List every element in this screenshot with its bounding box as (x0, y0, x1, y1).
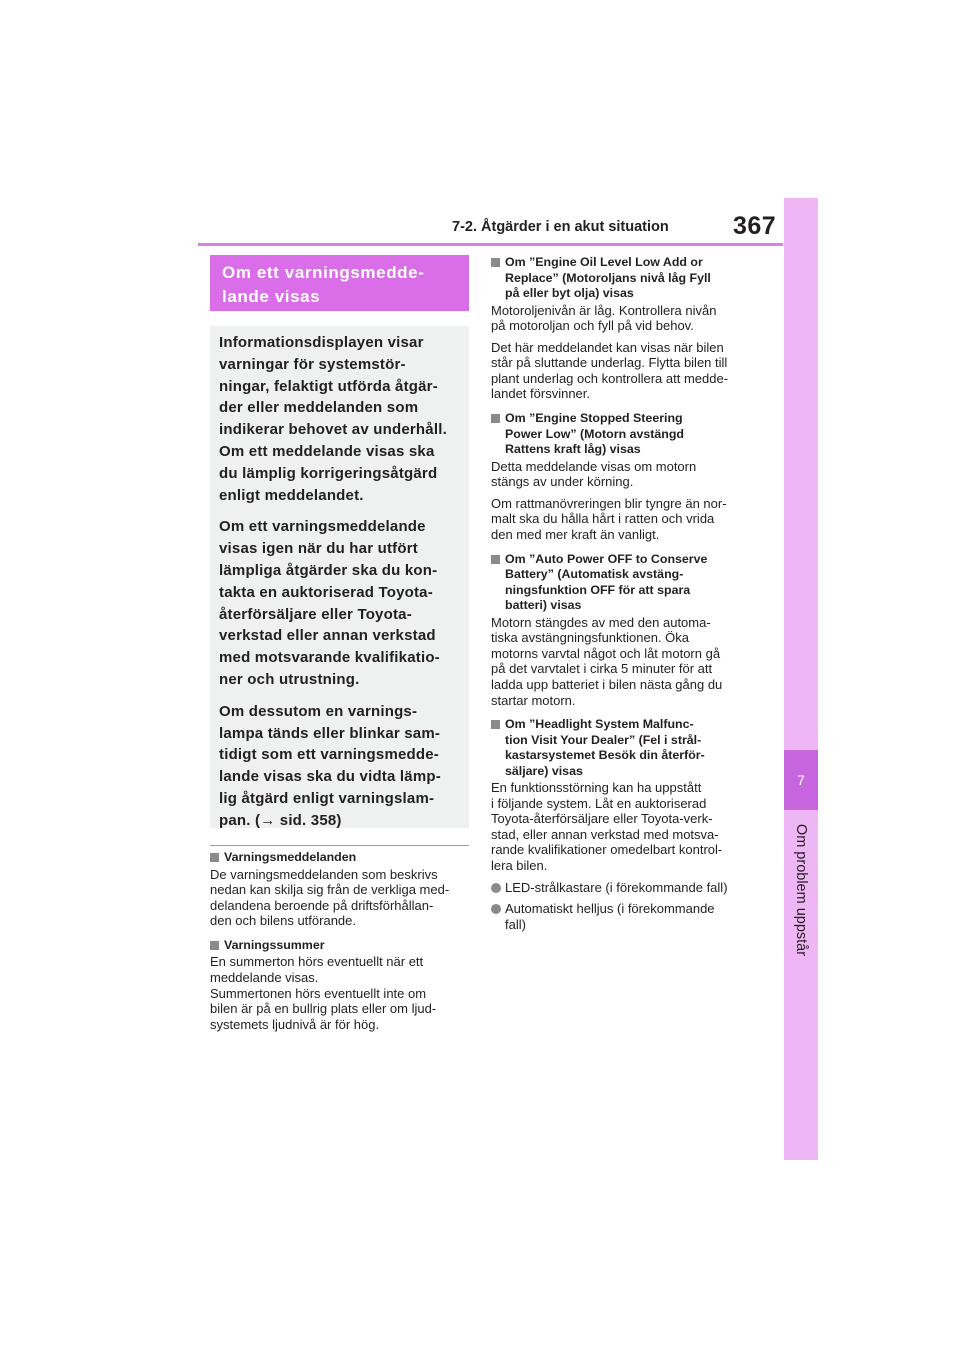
square-bullet-icon (210, 853, 219, 862)
sub-heading (491, 552, 757, 614)
text-line: Detta meddelande visas om motorn (491, 458, 697, 474)
circle-bullet-icon (491, 904, 501, 914)
bullet-item (491, 880, 757, 896)
chapter-number: 7 (784, 750, 818, 810)
text-line: den och bilens utförande. (210, 913, 356, 929)
sub-heading-line: Om ”Headlight System Malfunc- (505, 717, 694, 732)
left-column (210, 850, 472, 1041)
section-heading-line: lande visas (222, 287, 321, 306)
text-line: malt ska du hålla hårt i ratten och vrida (491, 511, 715, 527)
body-paragraph (491, 496, 757, 543)
text-line: landet försvinner. (491, 386, 591, 402)
text-line: startar motorn. (491, 692, 576, 708)
intro-line: der eller meddelanden som (219, 399, 419, 417)
sub-heading-line: Replace” (Motoroljans nivå låg Fyll (505, 270, 711, 285)
intro-box (210, 326, 469, 828)
sub-heading-line: ningsfunktion OFF för att spara (505, 582, 691, 597)
intro-line: återförsäljare eller Toyota- (219, 605, 412, 623)
bullet-text: Automatiskt helljus (i förekommande (505, 901, 715, 917)
text-line: Toyota-återförsäljare eller Toyota-verk- (491, 811, 713, 827)
intro-line: visas igen när du har utfört (219, 540, 418, 558)
intro-line: lande visas ska du vidta lämp- (219, 768, 441, 786)
text-line: En summerton hörs eventuellt när ett (210, 954, 424, 970)
text-line: Motorn stängdes av med den automa- (491, 614, 711, 630)
text-line: De varningsmeddelanden som beskrivs (210, 866, 438, 882)
sub-heading-line: Power Low” (Motorn avstängd (505, 426, 684, 441)
info-block (210, 850, 472, 929)
text-line: lera bilen. (491, 858, 548, 874)
text-line: bilen är på en bullrig plats eller om ljud- (210, 1001, 437, 1017)
text-line: stad, eller annan verkstad med motsva- (491, 826, 719, 842)
chapter-label: Om problem uppstår (793, 823, 809, 957)
text-line: En funktionsstörning kan ha uppstått (491, 780, 702, 796)
text-line: på motoroljan och fyll på vid behov. (491, 318, 694, 334)
sub-heading (210, 938, 472, 954)
text-line: rande kvalifikationer omedelbart kontrol- (491, 842, 723, 858)
text-line: Motoroljenivån är låg. Kontrollera nivån (491, 302, 717, 318)
sub-heading-line: kastarsystemet Besök din återför- (505, 748, 705, 763)
sub-heading-line: tion Visit Your Dealer” (Fel i strål- (505, 732, 702, 747)
bullet-text: LED-strålkastare (i förekommande fall) (505, 879, 728, 895)
sub-heading-line: på eller byt olja) visas (505, 286, 634, 300)
text-line: stängs av under körning. (491, 474, 634, 490)
sub-heading-line: Om ”Engine Oil Level Low Add or (505, 255, 703, 269)
text-line: står på sluttande underlag. Flytta bilen till (491, 355, 728, 371)
header-divider (198, 243, 783, 246)
text-line: ladda upp batteriet i bilen nästa gång du (491, 676, 723, 692)
intro-line: med motsvarande kvalifikatio- (219, 649, 440, 667)
sub-heading-text: Varningssummer (224, 937, 325, 952)
text-line: i följande system. Låt en auktoriserad (491, 795, 707, 811)
body-paragraph (491, 340, 757, 402)
sub-heading (491, 255, 757, 302)
square-bullet-icon (491, 414, 500, 423)
body-text (210, 954, 472, 1032)
intro-line: lig åtgärd enligt varningslam- (219, 789, 435, 807)
intro-line: du lämplig korrigeringsåtgärd (219, 464, 438, 482)
intro-line: verkstad eller annan verkstad (219, 627, 436, 645)
intro-line: ningar, felaktigt utförda åtgär- (219, 377, 438, 395)
warning-block (491, 552, 757, 709)
sub-heading-line: säljare) visas (505, 763, 583, 778)
section-heading (210, 255, 469, 311)
warning-block (491, 717, 757, 932)
intro-line-text: pan. ( (219, 811, 261, 829)
intro-line: varningar för systemstör- (219, 355, 406, 373)
text-line: Om rattmanövreringen blir tyngre än nor- (491, 495, 727, 511)
sub-heading-line: Battery” (Automatisk avstäng- (505, 567, 684, 582)
intro-line: lampa tänds eller blinkar sam- (219, 724, 441, 742)
square-bullet-icon (491, 720, 500, 729)
sub-heading-text: Varningsmeddelanden (224, 850, 357, 864)
intro-line: lämpliga åtgärder ska du kon- (219, 561, 438, 579)
sub-heading-line: batteri) visas (505, 598, 582, 613)
intro-line: Om ett varningsmeddelande (219, 518, 426, 536)
section-title: 7-2. Åtgärder i en akut situation (452, 219, 669, 235)
chapter-side-tab (784, 198, 818, 1160)
intro-line: Om dessutom en varnings- (219, 702, 418, 720)
warning-block (491, 411, 757, 542)
sub-heading (491, 411, 757, 458)
intro-line: enligt meddelandet. (219, 486, 364, 504)
intro-paragraph (219, 516, 461, 690)
right-column (491, 255, 757, 941)
square-bullet-icon (210, 941, 219, 950)
text-line: motorns varvtal något och låt motorn gå (491, 645, 721, 661)
warning-block (491, 255, 757, 402)
text-line: nedan kan skilja sig från de verkliga med- (210, 882, 450, 898)
intro-paragraph (219, 332, 461, 506)
body-paragraph (491, 303, 757, 334)
sub-heading-line: Om ”Auto Power OFF to Conserve (505, 551, 708, 566)
sub-heading (491, 717, 757, 779)
intro-line (219, 810, 461, 832)
body-paragraph (491, 780, 757, 874)
sub-heading-line: Om ”Engine Stopped Steering (505, 411, 683, 426)
text-line: Det här meddelandet kan visas när bilen (491, 339, 724, 355)
intro-line: takta en auktoriserad Toyota- (219, 583, 433, 601)
info-block (210, 938, 472, 1032)
page-number: 367 (733, 212, 777, 240)
section-heading-line: Om ett varningsmedde- (222, 263, 425, 282)
column-divider (210, 845, 469, 846)
page-reference-link[interactable]: sid. 358) (275, 811, 342, 829)
square-bullet-icon (491, 555, 500, 564)
text-line: den med mer kraft än vanligt. (491, 526, 660, 542)
text-line: på det varvtalet i cirka 5 minuter för att (491, 661, 713, 677)
intro-line: indikerar behovet av underhåll. (219, 421, 447, 439)
intro-line: Om ett meddelande visas ska (219, 442, 435, 460)
text-line: meddelande visas. (210, 969, 319, 985)
intro-line: tidigt som ett varningsmedde- (219, 746, 439, 764)
text-line: plant underlag och kontrollera att medde- (491, 370, 729, 386)
sub-heading (210, 850, 472, 866)
intro-line: ner och utrustning. (219, 670, 360, 688)
bullet-item (491, 901, 757, 932)
intro-line: Informationsdisplayen visar (219, 334, 424, 351)
text-line: delandena beroende på driftsförhållan- (210, 897, 434, 913)
text-line: systemets ljudnivå är för hög. (210, 1016, 380, 1032)
text-line: tiska avstängningsfunktionen. Öka (491, 630, 690, 646)
body-text (210, 867, 472, 929)
body-paragraph (491, 459, 757, 490)
text-line: Summertonen hörs eventuellt inte om (210, 985, 427, 1001)
arrow-icon: → (260, 811, 276, 829)
body-paragraph (491, 615, 757, 709)
circle-bullet-icon (491, 883, 501, 893)
bullet-text: fall) (505, 916, 526, 932)
intro-paragraph (219, 701, 461, 832)
square-bullet-icon (491, 258, 500, 267)
sub-heading-line: Rattens kraft låg) visas (505, 442, 641, 457)
